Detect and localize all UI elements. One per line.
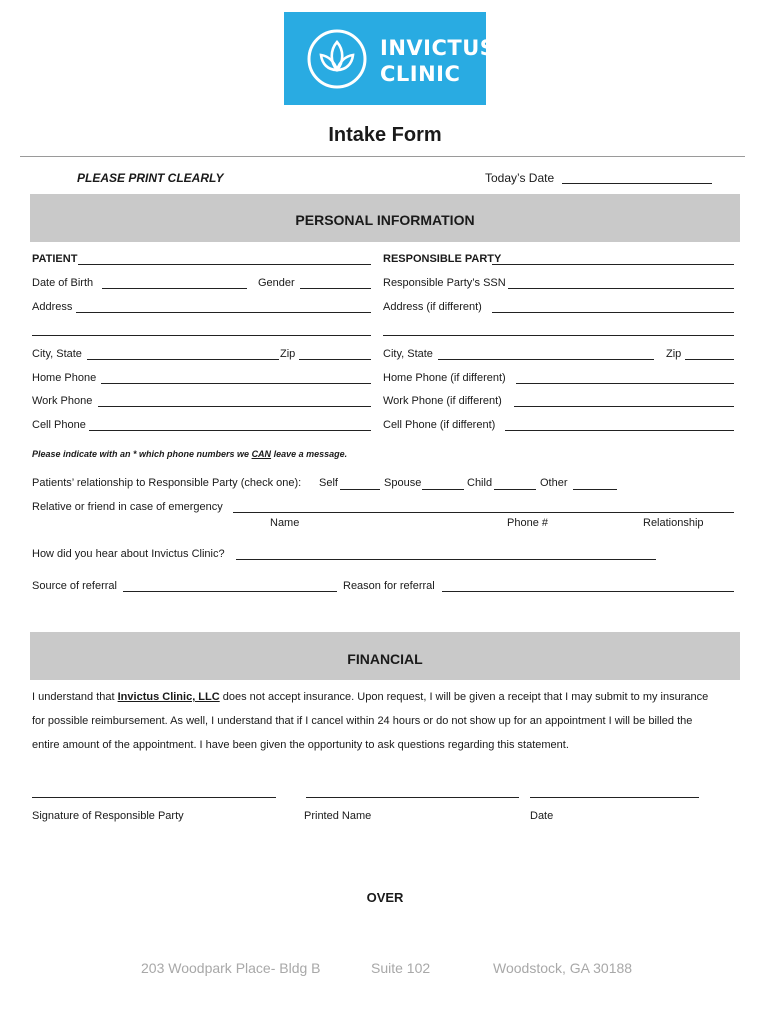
home-phone-diff-field[interactable]	[516, 383, 734, 384]
work-phone-label: Work Phone	[32, 395, 93, 407]
cell-phone-label: Cell Phone	[32, 419, 86, 431]
home-phone-diff-label: Home Phone (if different)	[383, 372, 506, 384]
phone-note-text-b: leave a message.	[271, 449, 348, 459]
address-if-different-line2-field[interactable]	[383, 335, 734, 336]
cell-phone-diff-label: Cell Phone (if different)	[383, 419, 496, 431]
personal-info-heading: PERSONAL INFORMATION	[30, 194, 740, 242]
todays-date-field[interactable]	[562, 183, 712, 184]
todays-date-label: Today’s Date	[485, 171, 555, 185]
reason-referral-label: Reason for referral	[343, 580, 435, 592]
emergency-relationship-caption: Relationship	[643, 517, 704, 529]
other-label: Other	[540, 477, 568, 489]
lotus-icon	[306, 28, 368, 90]
address-if-different-field[interactable]	[492, 312, 734, 313]
cell-phone-field[interactable]	[89, 430, 371, 431]
address-field[interactable]	[76, 312, 371, 313]
phone-message-note	[32, 449, 347, 459]
signature-caption: Signature of Responsible Party	[32, 810, 184, 822]
gender-label: Gender	[258, 277, 295, 289]
financial-paragraph-line3: entire amount of the appointment. I have been given the opportunity to ask questions regarding this statement.	[32, 739, 569, 751]
dob-field[interactable]	[102, 288, 247, 289]
self-field[interactable]	[340, 489, 380, 490]
financial-paragraph-line1	[32, 691, 708, 703]
zip-field[interactable]	[299, 359, 371, 360]
date-caption: Date	[530, 810, 554, 822]
over-label: OVER	[366, 890, 404, 905]
source-referral-field[interactable]	[123, 591, 337, 592]
emergency-name-caption: Name	[270, 517, 300, 529]
address-label: Address	[32, 301, 73, 313]
other-field[interactable]	[573, 489, 617, 490]
child-label: Child	[467, 477, 493, 489]
self-label: Self	[319, 477, 338, 489]
rp-ssn-label: Responsible Party’s SSN	[383, 277, 506, 289]
cell-phone-diff-field[interactable]	[505, 430, 734, 431]
print-clearly-label: PLEASE PRINT CLEARLY	[77, 171, 224, 185]
home-phone-label: Home Phone	[32, 372, 97, 384]
phone-note-can: CAN	[251, 449, 272, 459]
home-phone-field[interactable]	[101, 383, 371, 384]
rp-zip-field[interactable]	[685, 359, 734, 360]
financial-paragraph-line2: for possible reimbursement. As well, I understand that if I cancel within 24 hours or do not show up for an appointment I will be billed the	[32, 715, 693, 727]
title-divider	[20, 156, 745, 157]
rp-zip-label: Zip	[666, 348, 682, 360]
gender-field[interactable]	[300, 288, 371, 289]
relationship-label: Patients’ relationship to Responsible Party (check one):	[32, 477, 302, 489]
address-line2-field[interactable]	[32, 335, 371, 336]
source-referral-label: Source of referral	[32, 580, 117, 592]
form-title: Intake Form	[328, 124, 442, 146]
city-state-label: City, State	[32, 348, 82, 360]
address-if-different-label: Address (if different)	[383, 301, 482, 313]
child-field[interactable]	[494, 489, 536, 490]
financial-p1-b: does not accept insurance. Upon request, I will be given a receipt that I may submit to my insurance	[219, 691, 709, 703]
responsible-party-field[interactable]	[492, 264, 734, 265]
financial-heading: FINANCIAL	[30, 632, 740, 680]
reason-referral-field[interactable]	[442, 591, 734, 592]
footer-address: 203 Woodpark Place- Bldg B	[141, 960, 321, 976]
rp-city-state-label: City, State	[383, 348, 433, 360]
footer-suite: Suite 102	[371, 960, 431, 976]
zip-label: Zip	[280, 348, 296, 360]
spouse-field[interactable]	[422, 489, 464, 490]
logo-text-line1: INVICTUS	[380, 36, 496, 60]
rp-city-state-field[interactable]	[438, 359, 654, 360]
work-phone-diff-field[interactable]	[514, 406, 734, 407]
signature-field[interactable]	[32, 797, 276, 798]
financial-p1-a: I understand that	[32, 691, 118, 703]
date-field[interactable]	[530, 797, 699, 798]
financial-clinic-name: Invictus Clinic, LLC	[117, 691, 220, 703]
hear-about-label: How did you hear about Invictus Clinic?	[32, 548, 225, 560]
spouse-label: Spouse	[384, 477, 422, 489]
patient-label: PATIENT	[32, 253, 78, 265]
emergency-label: Relative or friend in case of emergency	[32, 501, 223, 513]
dob-label: Date of Birth	[32, 277, 94, 289]
responsible-party-label: RESPONSIBLE PARTY	[383, 253, 502, 265]
hear-about-field[interactable]	[236, 559, 656, 560]
patient-field[interactable]	[78, 264, 371, 265]
emergency-phone-caption: Phone #	[507, 517, 548, 529]
work-phone-field[interactable]	[98, 406, 371, 407]
printed-name-field[interactable]	[306, 797, 519, 798]
logo-text-line2: CLINIC	[380, 62, 461, 86]
emergency-field[interactable]	[233, 512, 734, 513]
clinic-logo	[284, 12, 496, 105]
work-phone-diff-label: Work Phone (if different)	[383, 395, 502, 407]
rp-ssn-field[interactable]	[508, 288, 734, 289]
city-state-field[interactable]	[87, 359, 279, 360]
printed-name-caption: Printed Name	[304, 810, 372, 822]
footer-city: Woodstock, GA 30188	[493, 960, 633, 976]
phone-note-text-a: Please indicate with an * which phone numbers we	[32, 449, 252, 459]
